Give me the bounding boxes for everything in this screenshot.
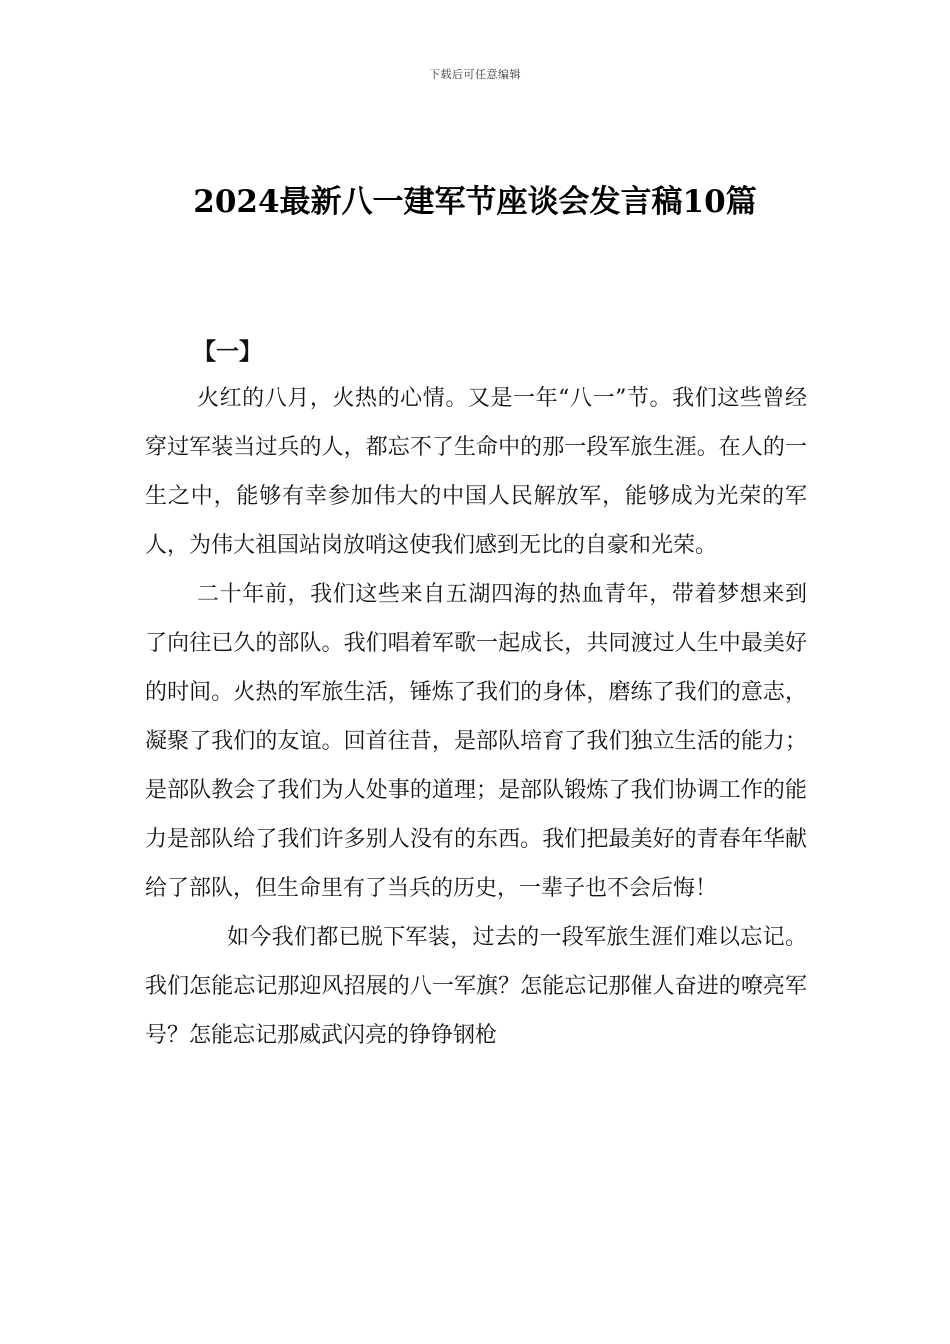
document-title: 2024最新八一建军节座谈会发言稿10篇 — [193, 184, 757, 220]
header-note: 下载后可任意编辑 — [429, 68, 521, 81]
paragraph-1: 火红的八月，火热的心情。又是一年“八一”节。我们这些曾经穿过军装当过兵的人，都忘不了生命中的那一段军旅生涯。在人的一生之中，能够有幸参加伟大的中国人民解放军，能够成为光荣的军人，为伟大祖国站岗放哨这使我们感到无比的自豪和光荣。 — [145, 386, 807, 558]
document-body — [145, 330, 807, 1060]
section-label: 【一】 — [193, 338, 262, 365]
paragraph-3: 如今我们都已脱下军装，过去的一段军旅生涯们难以忘记。我们怎能忘记那迎风招展的八一军旗？怎能忘记那催人奋进的嘹亮军号？怎能忘记那威武闪亮的铮铮钢枪 — [145, 925, 807, 1048]
paragraph-2: 二十年前，我们这些来自五湖四海的热血青年，带着梦想来到了向往已久的部队。我们唱着军歌一起成长，共同渡过人生中最美好的时间。火热的军旅生活，锤炼了我们的身体，磨练了我们的意志，凝聚了我们的友谊。回首往昔，是部队培育了我们独立生活的能力；是部队教会了我们为人处事的道理；是部队锻炼了我们协调工作的能力是部队给了我们许多别人没有的东西。我们把最美好的青春年华献给了部队，但生命里有了当兵的历史，一辈子也不会后悔！ — [145, 582, 807, 901]
